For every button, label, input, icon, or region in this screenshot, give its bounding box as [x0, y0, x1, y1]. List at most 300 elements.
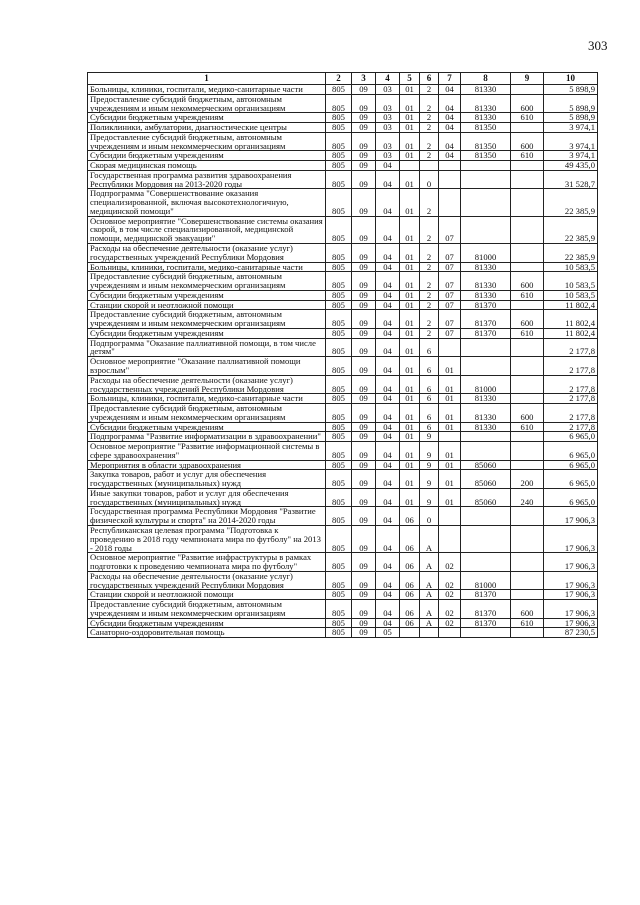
amount-cell: 17 906,3 [544, 590, 598, 600]
code-cell: 2 [420, 244, 439, 263]
code-cell [511, 553, 544, 572]
code-cell: 805 [326, 244, 352, 263]
row-name-cell: Иные закупки товаров, работ и услуг для обеспечения государственных (муниципальных) нужд [88, 488, 326, 507]
amount-cell: 6 965,0 [544, 432, 598, 442]
code-cell: 01 [400, 216, 420, 243]
code-cell: 805 [326, 216, 352, 243]
code-cell: 805 [326, 460, 352, 470]
code-cell [439, 507, 461, 526]
code-cell: 04 [376, 525, 400, 552]
code-cell: 9 [420, 470, 439, 489]
amount-cell: 2 177,8 [544, 404, 598, 423]
code-cell: 2 [420, 272, 439, 291]
code-cell: 07 [439, 262, 461, 272]
code-cell: 805 [326, 470, 352, 489]
code-cell: 04 [439, 94, 461, 113]
code-cell: 04 [376, 189, 400, 216]
amount-cell: 22 385,9 [544, 189, 598, 216]
column-header: 8 [461, 73, 511, 85]
code-cell [511, 375, 544, 394]
code-cell [511, 189, 544, 216]
code-cell: 81330 [461, 262, 511, 272]
code-cell: 06 [400, 507, 420, 526]
code-cell: 04 [376, 422, 400, 432]
code-cell: 04 [376, 161, 400, 171]
code-cell: 805 [326, 123, 352, 133]
row-name-cell: Больницы, клиники, госпитали, медико-санитарные части [88, 394, 326, 404]
row-name-cell: Субсидии бюджетным учреждениям [88, 422, 326, 432]
row-name-cell: Республиканская целевая программа "Подготовка к проведению в 2018 году чемпионата мира по футболу" на 2013 - 2018 годы [88, 525, 326, 552]
code-cell: 04 [376, 460, 400, 470]
code-cell: 805 [326, 432, 352, 442]
code-cell: 6 [420, 338, 439, 357]
code-cell: 04 [439, 123, 461, 133]
code-cell [439, 189, 461, 216]
code-cell: 81330 [461, 272, 511, 291]
code-cell: 06 [400, 600, 420, 619]
code-cell [400, 161, 420, 171]
code-cell: 01 [400, 113, 420, 123]
code-cell: 0 [420, 170, 439, 189]
row-name-cell: Скорая медицинская помощь [88, 161, 326, 171]
code-cell: 805 [326, 488, 352, 507]
code-cell: 07 [439, 244, 461, 263]
table-row [88, 442, 598, 461]
code-cell: 805 [326, 394, 352, 404]
code-cell: 01 [400, 300, 420, 310]
code-cell: 09 [352, 272, 376, 291]
code-cell: 02 [439, 590, 461, 600]
code-cell: 09 [352, 553, 376, 572]
code-cell: 805 [326, 113, 352, 123]
table-header-row [88, 73, 598, 85]
code-cell: 09 [352, 94, 376, 113]
code-cell: 01 [400, 272, 420, 291]
code-cell: 805 [326, 132, 352, 151]
code-cell: 81370 [461, 310, 511, 329]
code-cell: 01 [400, 328, 420, 338]
code-cell: 01 [400, 94, 420, 113]
code-cell: 6 [420, 404, 439, 423]
code-cell: 805 [326, 422, 352, 432]
code-cell: 09 [352, 404, 376, 423]
code-cell: 01 [400, 132, 420, 151]
code-cell: 09 [352, 422, 376, 432]
row-name-cell: Санаторно-оздоровительная помощь [88, 628, 326, 638]
code-cell: 2 [420, 310, 439, 329]
amount-cell: 6 965,0 [544, 442, 598, 461]
code-cell: 09 [352, 394, 376, 404]
code-cell: 09 [352, 170, 376, 189]
row-name-cell: Подпрограмма "Оказание паллиативной помощи, в том числе детям" [88, 338, 326, 357]
code-cell [511, 262, 544, 272]
code-cell [461, 170, 511, 189]
code-cell [461, 357, 511, 376]
code-cell: 81330 [461, 290, 511, 300]
code-cell: 2 [420, 216, 439, 243]
code-cell [511, 460, 544, 470]
code-cell [461, 628, 511, 638]
code-cell [511, 442, 544, 461]
amount-cell: 87 230,5 [544, 628, 598, 638]
code-cell: 09 [352, 470, 376, 489]
code-cell: 02 [439, 553, 461, 572]
column-header: 2 [326, 73, 352, 85]
code-cell [439, 161, 461, 171]
row-name-cell: Основное мероприятие "Оказание паллиативной помощи взрослым" [88, 357, 326, 376]
amount-cell: 5 898,9 [544, 94, 598, 113]
code-cell: 01 [400, 375, 420, 394]
code-cell: 01 [400, 460, 420, 470]
code-cell [461, 161, 511, 171]
code-cell: 805 [326, 571, 352, 590]
table-row [88, 507, 598, 526]
code-cell: 03 [376, 113, 400, 123]
code-cell: 09 [352, 375, 376, 394]
table-row [88, 244, 598, 263]
row-name-cell: Закупка товаров, работ и услуг для обеспечения государственных (муниципальных) нужд [88, 470, 326, 489]
page-number: 303 [588, 38, 608, 53]
code-cell: 85060 [461, 488, 511, 507]
code-cell: 04 [376, 216, 400, 243]
code-cell: 09 [352, 216, 376, 243]
code-cell: 81330 [461, 113, 511, 123]
code-cell: 09 [352, 600, 376, 619]
code-cell: 2 [420, 300, 439, 310]
code-cell: 04 [376, 571, 400, 590]
table-row [88, 132, 598, 151]
code-cell: 81370 [461, 618, 511, 628]
code-cell: 04 [376, 244, 400, 263]
code-cell: 81370 [461, 590, 511, 600]
code-cell: 01 [439, 404, 461, 423]
row-name-cell: Больницы, клиники, госпитали, медико-санитарные части [88, 85, 326, 95]
code-cell: 805 [326, 151, 352, 161]
code-cell: 01 [400, 85, 420, 95]
code-cell: 06 [400, 571, 420, 590]
row-name-cell: Предоставление субсидий бюджетным, автономным учреждениям и иным некоммерческим организациям [88, 272, 326, 291]
table-row [88, 357, 598, 376]
code-cell [439, 170, 461, 189]
amount-cell: 3 974,1 [544, 123, 598, 133]
row-name-cell: Субсидии бюджетным учреждениям [88, 151, 326, 161]
code-cell: 09 [352, 442, 376, 461]
row-name-cell: Расходы на обеспечение деятельности (оказание услуг) государственных учреждений Республики Мордовия [88, 244, 326, 263]
amount-cell: 17 906,3 [544, 600, 598, 619]
code-cell: 85060 [461, 460, 511, 470]
amount-cell: 6 965,0 [544, 460, 598, 470]
code-cell: А [420, 600, 439, 619]
code-cell: 610 [511, 113, 544, 123]
code-cell: 01 [439, 357, 461, 376]
row-name-cell: Расходы на обеспечение деятельности (оказание услуг) государственных учреждений Республики Мордовия [88, 571, 326, 590]
code-cell: 03 [376, 94, 400, 113]
code-cell: 600 [511, 404, 544, 423]
code-cell [511, 432, 544, 442]
code-cell: 81330 [461, 394, 511, 404]
code-cell [511, 170, 544, 189]
code-cell: 2 [420, 328, 439, 338]
code-cell: 09 [352, 525, 376, 552]
code-cell: 07 [439, 328, 461, 338]
code-cell [461, 189, 511, 216]
code-cell: 85060 [461, 470, 511, 489]
row-name-cell: Подпрограмма "Совершенствование оказания специализированной, включая высокотехнологичную, медицинской помощи" [88, 189, 326, 216]
code-cell: 01 [400, 290, 420, 300]
code-cell: 09 [352, 113, 376, 123]
code-cell: 805 [326, 628, 352, 638]
code-cell: 805 [326, 375, 352, 394]
code-cell: 01 [400, 123, 420, 133]
amount-cell: 17 906,3 [544, 507, 598, 526]
code-cell: 805 [326, 600, 352, 619]
code-cell [461, 442, 511, 461]
code-cell: 07 [439, 290, 461, 300]
code-cell: 05 [376, 628, 400, 638]
table-row [88, 404, 598, 423]
row-name-cell: Предоставление субсидий бюджетным, автономным учреждениям и иным некоммерческим организациям [88, 404, 326, 423]
column-header: 9 [511, 73, 544, 85]
code-cell: 81330 [461, 422, 511, 432]
code-cell: 01 [400, 357, 420, 376]
code-cell [511, 338, 544, 357]
table-row [88, 525, 598, 552]
code-cell: 09 [352, 290, 376, 300]
code-cell: 01 [400, 338, 420, 357]
table-row [88, 338, 598, 357]
code-cell: 04 [439, 132, 461, 151]
row-name-cell: Субсидии бюджетным учреждениям [88, 113, 326, 123]
code-cell [511, 123, 544, 133]
amount-cell: 2 177,8 [544, 375, 598, 394]
code-cell: 6 [420, 357, 439, 376]
code-cell: 04 [376, 170, 400, 189]
code-cell: 01 [439, 470, 461, 489]
code-cell: 04 [439, 85, 461, 95]
code-cell [511, 507, 544, 526]
code-cell [439, 432, 461, 442]
code-cell: 81330 [461, 94, 511, 113]
code-cell [439, 338, 461, 357]
code-cell: 81000 [461, 244, 511, 263]
code-cell: 600 [511, 272, 544, 291]
code-cell: 805 [326, 161, 352, 171]
code-cell: 03 [376, 132, 400, 151]
table-row [88, 123, 598, 133]
code-cell: 09 [352, 328, 376, 338]
code-cell: 04 [376, 618, 400, 628]
code-cell [461, 432, 511, 442]
code-cell: 01 [400, 442, 420, 461]
code-cell: 805 [326, 328, 352, 338]
code-cell: 09 [352, 618, 376, 628]
row-name-cell: Основное мероприятие "Развитие информационной системы в сфере здравоохранения" [88, 442, 326, 461]
code-cell: 6 [420, 375, 439, 394]
code-cell: 01 [439, 460, 461, 470]
budget-table [87, 72, 598, 638]
table-row [88, 290, 598, 300]
code-cell: 2 [420, 189, 439, 216]
code-cell: 09 [352, 151, 376, 161]
table-row [88, 310, 598, 329]
table-row [88, 328, 598, 338]
code-cell: 09 [352, 123, 376, 133]
table-row [88, 600, 598, 619]
code-cell: 06 [400, 618, 420, 628]
row-name-cell: Субсидии бюджетным учреждениям [88, 290, 326, 300]
amount-cell: 10 583,5 [544, 272, 598, 291]
code-cell: 600 [511, 310, 544, 329]
code-cell [511, 300, 544, 310]
code-cell: 01 [400, 170, 420, 189]
amount-cell: 2 177,8 [544, 338, 598, 357]
code-cell: 81350 [461, 123, 511, 133]
code-cell: 9 [420, 442, 439, 461]
code-cell: 9 [420, 460, 439, 470]
table-row [88, 170, 598, 189]
table-row [88, 553, 598, 572]
code-cell: 81370 [461, 328, 511, 338]
amount-cell: 17 906,3 [544, 571, 598, 590]
code-cell [461, 553, 511, 572]
amount-cell: 11 802,4 [544, 300, 598, 310]
code-cell: 610 [511, 290, 544, 300]
table-row [88, 488, 598, 507]
code-cell: 2 [420, 113, 439, 123]
code-cell [511, 85, 544, 95]
code-cell: 06 [400, 553, 420, 572]
code-cell: 81370 [461, 300, 511, 310]
code-cell: 03 [376, 123, 400, 133]
code-cell: 600 [511, 94, 544, 113]
code-cell: А [420, 618, 439, 628]
code-cell: 610 [511, 422, 544, 432]
amount-cell: 11 802,4 [544, 310, 598, 329]
code-cell: 600 [511, 600, 544, 619]
code-cell: 6 [420, 422, 439, 432]
amount-cell: 5 898,9 [544, 113, 598, 123]
code-cell: 610 [511, 618, 544, 628]
code-cell: 01 [400, 404, 420, 423]
code-cell: 805 [326, 272, 352, 291]
table-row [88, 470, 598, 489]
code-cell: 805 [326, 357, 352, 376]
row-name-cell: Государственная программа развития здравоохранения Республики Мордовия на 2013-2020 годы [88, 170, 326, 189]
amount-cell: 3 974,1 [544, 151, 598, 161]
code-cell: 805 [326, 310, 352, 329]
code-cell [420, 628, 439, 638]
code-cell: 06 [400, 525, 420, 552]
code-cell: 805 [326, 525, 352, 552]
code-cell [511, 357, 544, 376]
code-cell: 805 [326, 189, 352, 216]
code-cell: 6 [420, 394, 439, 404]
code-cell: 09 [352, 85, 376, 95]
code-cell: 805 [326, 553, 352, 572]
amount-cell: 22 385,9 [544, 244, 598, 263]
code-cell: 07 [439, 272, 461, 291]
code-cell: 2 [420, 132, 439, 151]
amount-cell: 3 974,1 [544, 132, 598, 151]
amount-cell: 17 906,3 [544, 525, 598, 552]
code-cell: 81000 [461, 571, 511, 590]
code-cell: 01 [400, 310, 420, 329]
code-cell [511, 394, 544, 404]
code-cell: 04 [376, 262, 400, 272]
amount-cell: 10 583,5 [544, 290, 598, 300]
code-cell: 200 [511, 470, 544, 489]
amount-cell: 11 802,4 [544, 328, 598, 338]
row-name-cell: Основное мероприятие "Совершенствование системы оказания скорой, в том числе специализированной, медицинской помощи, медицинской эвакуации" [88, 216, 326, 243]
code-cell: 04 [376, 488, 400, 507]
code-cell [511, 244, 544, 263]
code-cell: 04 [376, 394, 400, 404]
table-row [88, 94, 598, 113]
code-cell [461, 216, 511, 243]
column-header: 5 [400, 73, 420, 85]
code-cell: 06 [400, 590, 420, 600]
code-cell: 04 [376, 404, 400, 423]
code-cell: 04 [376, 300, 400, 310]
code-cell: 805 [326, 262, 352, 272]
row-name-cell: Подпрограмма "Развитие информатизации в здравоохранении" [88, 432, 326, 442]
row-name-cell: Предоставление субсидий бюджетным, автономным учреждениям и иным некоммерческим организациям [88, 310, 326, 329]
code-cell: 01 [400, 422, 420, 432]
code-cell: 09 [352, 590, 376, 600]
code-cell: 01 [400, 470, 420, 489]
code-cell: 01 [439, 375, 461, 394]
code-cell: 09 [352, 571, 376, 590]
code-cell: 610 [511, 328, 544, 338]
code-cell: 81330 [461, 85, 511, 95]
code-cell: 04 [376, 338, 400, 357]
code-cell: 01 [400, 488, 420, 507]
code-cell: 805 [326, 590, 352, 600]
code-cell: 01 [400, 189, 420, 216]
code-cell: 04 [376, 328, 400, 338]
row-name-cell: Предоставление субсидий бюджетным, автономным учреждениям и иным некоммерческим организациям [88, 94, 326, 113]
code-cell: 09 [352, 161, 376, 171]
code-cell: 2 [420, 94, 439, 113]
code-cell: 09 [352, 628, 376, 638]
code-cell: 07 [439, 300, 461, 310]
amount-cell: 5 898,9 [544, 85, 598, 95]
code-cell: 02 [439, 600, 461, 619]
amount-cell: 17 906,3 [544, 618, 598, 628]
code-cell: 805 [326, 618, 352, 628]
row-name-cell: Станции скорой и неотложной помощи [88, 590, 326, 600]
code-cell: 610 [511, 151, 544, 161]
code-cell: 03 [376, 151, 400, 161]
code-cell: 805 [326, 507, 352, 526]
code-cell: 04 [376, 272, 400, 291]
row-name-cell: Мероприятия в области здравоохранения [88, 460, 326, 470]
code-cell: 9 [420, 488, 439, 507]
code-cell: 09 [352, 338, 376, 357]
code-cell [400, 628, 420, 638]
code-cell: 09 [352, 460, 376, 470]
amount-cell: 6 965,0 [544, 470, 598, 489]
column-header: 1 [88, 73, 326, 85]
row-name-cell: Больницы, клиники, госпитали, медико-санитарные части [88, 262, 326, 272]
row-name-cell: Предоставление субсидий бюджетным, автономным учреждениям и иным некоммерческим организациям [88, 132, 326, 151]
code-cell: А [420, 590, 439, 600]
code-cell: 805 [326, 442, 352, 461]
code-cell: 07 [439, 310, 461, 329]
code-cell: А [420, 525, 439, 552]
code-cell: 81000 [461, 375, 511, 394]
code-cell: 04 [376, 553, 400, 572]
